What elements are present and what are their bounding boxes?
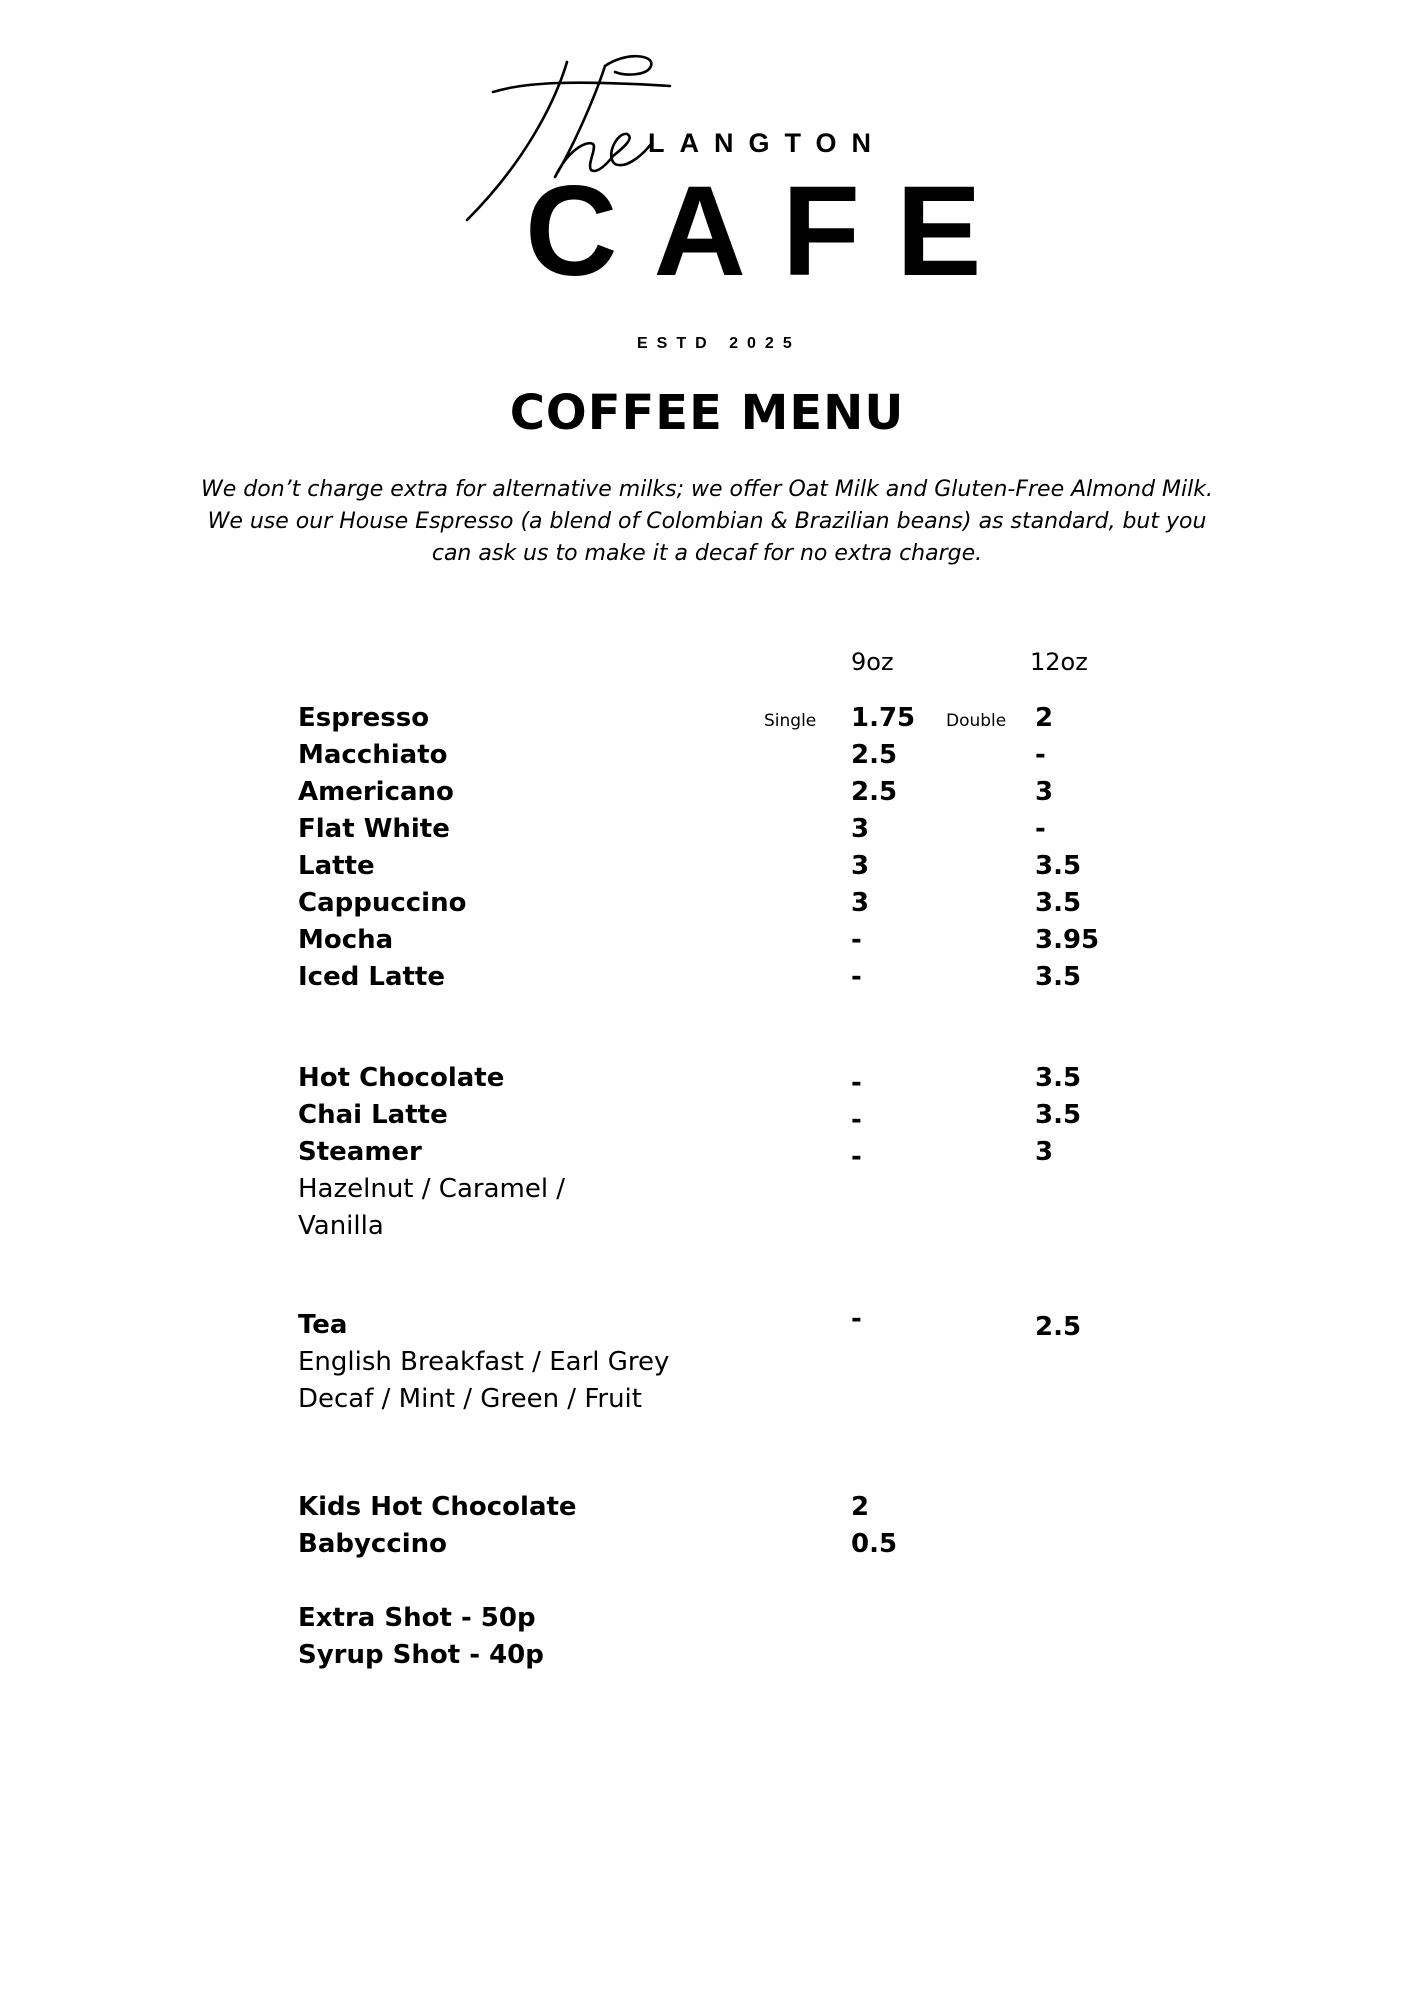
- price-12oz: 3.95: [1035, 925, 1100, 955]
- price-9oz: -: [851, 962, 862, 992]
- price-12oz: 3: [1035, 777, 1054, 807]
- item-name: Tea: [298, 1310, 348, 1340]
- price-9oz: -: [851, 1068, 862, 1098]
- item-name: Macchiato: [298, 740, 448, 770]
- item-name: Hot Chocolate: [298, 1063, 505, 1093]
- tea-varieties: English Breakfast / Earl Grey: [298, 1347, 670, 1377]
- price-9oz: -: [851, 1142, 862, 1172]
- item-name: Steamer: [298, 1137, 422, 1167]
- steamer-flavours: Vanilla: [298, 1211, 384, 1241]
- logo-name: LANGTON: [648, 128, 886, 158]
- price-9oz: 2.5: [851, 777, 898, 807]
- price-9oz: -: [851, 1105, 862, 1135]
- intro-line: can ask us to make it a decaf for no extra charge.: [431, 541, 983, 566]
- menu-row: [0, 774, 1414, 811]
- price-12oz: 2.5: [1035, 1312, 1082, 1342]
- logo-cafe-word: CAFE: [525, 160, 1018, 303]
- price-9oz: 1.75: [851, 703, 916, 733]
- extra-shot-note: Extra Shot - 50p: [298, 1603, 536, 1633]
- price-12oz: 3: [1035, 1137, 1054, 1167]
- price-12oz: 3.5: [1035, 1063, 1082, 1093]
- item-name: Kids Hot Chocolate: [298, 1492, 577, 1522]
- menu-row: [0, 922, 1414, 959]
- item-name: Cappuccino: [298, 888, 467, 918]
- item-name: Chai Latte: [298, 1100, 448, 1130]
- option-label-single: Single: [764, 711, 817, 731]
- price-9oz: 3: [851, 851, 870, 881]
- item-name: Latte: [298, 851, 375, 881]
- intro-text: [150, 474, 1264, 570]
- menu-row: [0, 848, 1414, 885]
- price-12oz: 3.5: [1035, 888, 1082, 918]
- price-12oz: -: [1035, 814, 1046, 844]
- price-9oz: 2: [851, 1492, 870, 1522]
- intro-line: We use our House Espresso (a blend of Colombian & Brazilian beans) as standard, but you: [207, 509, 1207, 534]
- menu-row: [0, 737, 1414, 774]
- menu-row: [0, 811, 1414, 848]
- item-name: Iced Latte: [298, 962, 445, 992]
- price-9oz: 2.5: [851, 740, 898, 770]
- price-9oz: -: [851, 1304, 862, 1334]
- menu-row-tea: [0, 1304, 1414, 1344]
- syrup-shot-note: Syrup Shot - 40p: [298, 1640, 544, 1670]
- price-9oz: -: [851, 925, 862, 955]
- menu-row: [0, 1060, 1414, 1097]
- price-12oz: -: [1035, 740, 1046, 770]
- price-12oz: 2: [1035, 703, 1054, 733]
- menu-row: [0, 885, 1414, 922]
- price-9oz: 0.5: [851, 1529, 898, 1559]
- menu-row-espresso: [0, 700, 1414, 737]
- price-12oz: 3.5: [1035, 1100, 1082, 1130]
- steamer-flavours: Hazelnut / Caramel /: [298, 1174, 566, 1204]
- price-9oz: 3: [851, 888, 870, 918]
- menu-row: [0, 1097, 1414, 1134]
- price-9oz: 3: [851, 814, 870, 844]
- menu-row: [0, 1526, 1414, 1563]
- price-12oz: 3.5: [1035, 851, 1082, 881]
- logo-established: ESTD 2025: [637, 335, 801, 352]
- intro-line: We don’t charge extra for alternative milks; we offer Oat Milk and Gluten-Free Almond Milk.: [200, 477, 1213, 502]
- price-12oz: 3.5: [1035, 962, 1082, 992]
- menu-row: [0, 1134, 1414, 1171]
- menu-row: [0, 1489, 1414, 1526]
- item-name: Americano: [298, 777, 454, 807]
- page-title: COFFEE MENU: [509, 385, 905, 441]
- menu-row: [0, 959, 1414, 996]
- item-name: Espresso: [298, 703, 430, 733]
- item-name: Babyccino: [298, 1529, 448, 1559]
- tea-varieties: Decaf / Mint / Green / Fruit: [298, 1384, 642, 1414]
- item-name: Flat White: [298, 814, 450, 844]
- size-header-12oz: 12oz: [1030, 648, 1088, 676]
- item-name: Mocha: [298, 925, 394, 955]
- option-label-double: Double: [946, 711, 1007, 731]
- cafe-logo: [455, 52, 1018, 352]
- size-header-9oz: 9oz: [851, 648, 894, 676]
